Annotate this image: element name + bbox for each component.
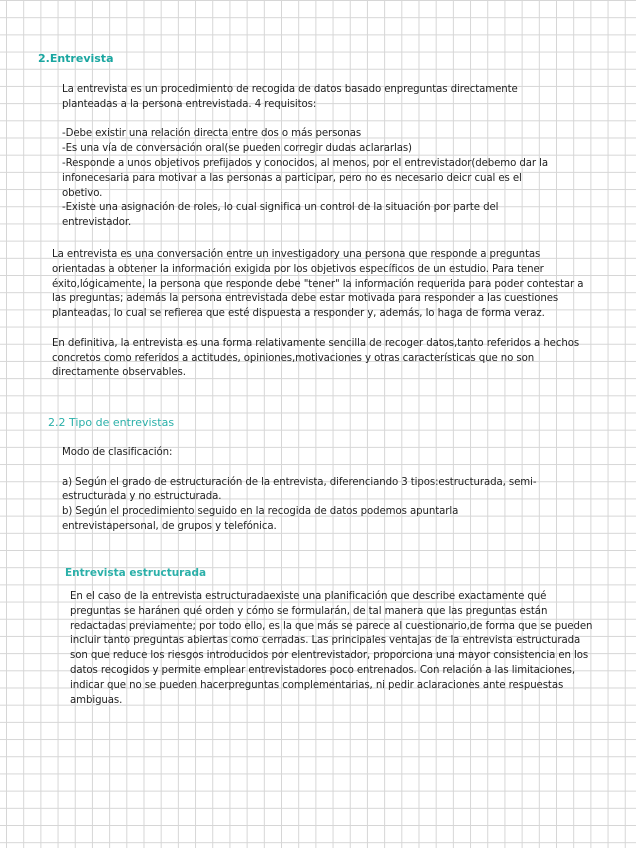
requisito-item: -Es una vía de conversación oral(se pueden corregir dudas aclararlas) [62,143,412,155]
entrevista-body-block [52,248,592,381]
clasificacion-item: b) Según el procedimiento seguido en la recogida de datos podemos apuntarla entrevistapersonal, de grupos y telefónica. [62,506,459,532]
subheading-entrevista-estructurada: Entrevista estructurada [65,567,207,579]
entrevista-intro-text: La entrevista es un procedimiento de recogida de datos basado enpreguntas directamente planteadas a la persona entrevistada. 4 requisitos: [62,84,518,110]
estructurada-block [70,590,598,708]
estructurada-paragraph: En el caso de la entrevista estructuradaexiste una planificación que describe exactamente qué preguntas se haránen qué orden y cómo se formularán, de tal manera que las preguntas están redactadas previamente; por todo ello, es la que más se parece al cuestionario,de forma que se pueden incluir tanto preguntas abiertas como cerradas. Las principales ventajas de la entrevista estructurada son que reduce los riesgos introducidos por elentrevistador, proporciona una mayor consistencia en los datos recogidos y permite emplear entrevistadores poco entrenados. Con relación a las limitaciones, indicar que no se pueden hacerpreguntas complementarias, ni pedir aclaraciones ante respuestas ambiguas. [70,591,593,706]
requisito-item: -Responde a unos objetivos prefijados y conocidos, al menos, por el entrevistador(debemo dar la infonecesaria para motivar a las personas a participar, pero no es necesario deicr cual es el obetivo. [62,157,548,199]
section-heading-entrevista: 2.Entrevista [38,52,114,65]
modo-clasificacion-label: Modo de clasificación: [62,447,173,458]
clasificacion-item: a) Según el grado de estructuración de la entrevista, diferenciando 3 tipos:estructurada, semi-estructurada y no estructurada. [62,476,537,503]
section-heading-tipos: 2.2 Tipo de entrevistas [48,416,175,429]
entrevista-intro-block [62,83,562,231]
requisito-item: -Existe una asignación de roles, lo cual significa un control de la situación por parte del entrevistador. [62,202,499,229]
entrevista-paragraph-1: La entrevista es una conversación entre un investigadory una persona que responde a preguntas orientadas a obtener la información exigida por los objetivos específicos de un estudio. Para tener éxito,lógicamente, la persona que responde debe "tener" la información requerida para poder contestar a las preguntas; además la persona entrevistada debe estar motivada para responder a las cuestiones planteadas, lo cual se refierea que esté dispuesta a responder y, además, lo haga de forma veraz. [52,249,584,320]
requisito-item: -Debe existir una relación directa entre dos o más personas [62,128,362,140]
entrevista-paragraph-2: En definitiva, la entrevista es una forma relativamente sencilla de recoger datos,tanto referidos a hechos concretos como referidos a actitudes, opiniones,motivaciones y otras características que no son directamente observables. [52,337,580,379]
tipos-block [62,446,552,535]
